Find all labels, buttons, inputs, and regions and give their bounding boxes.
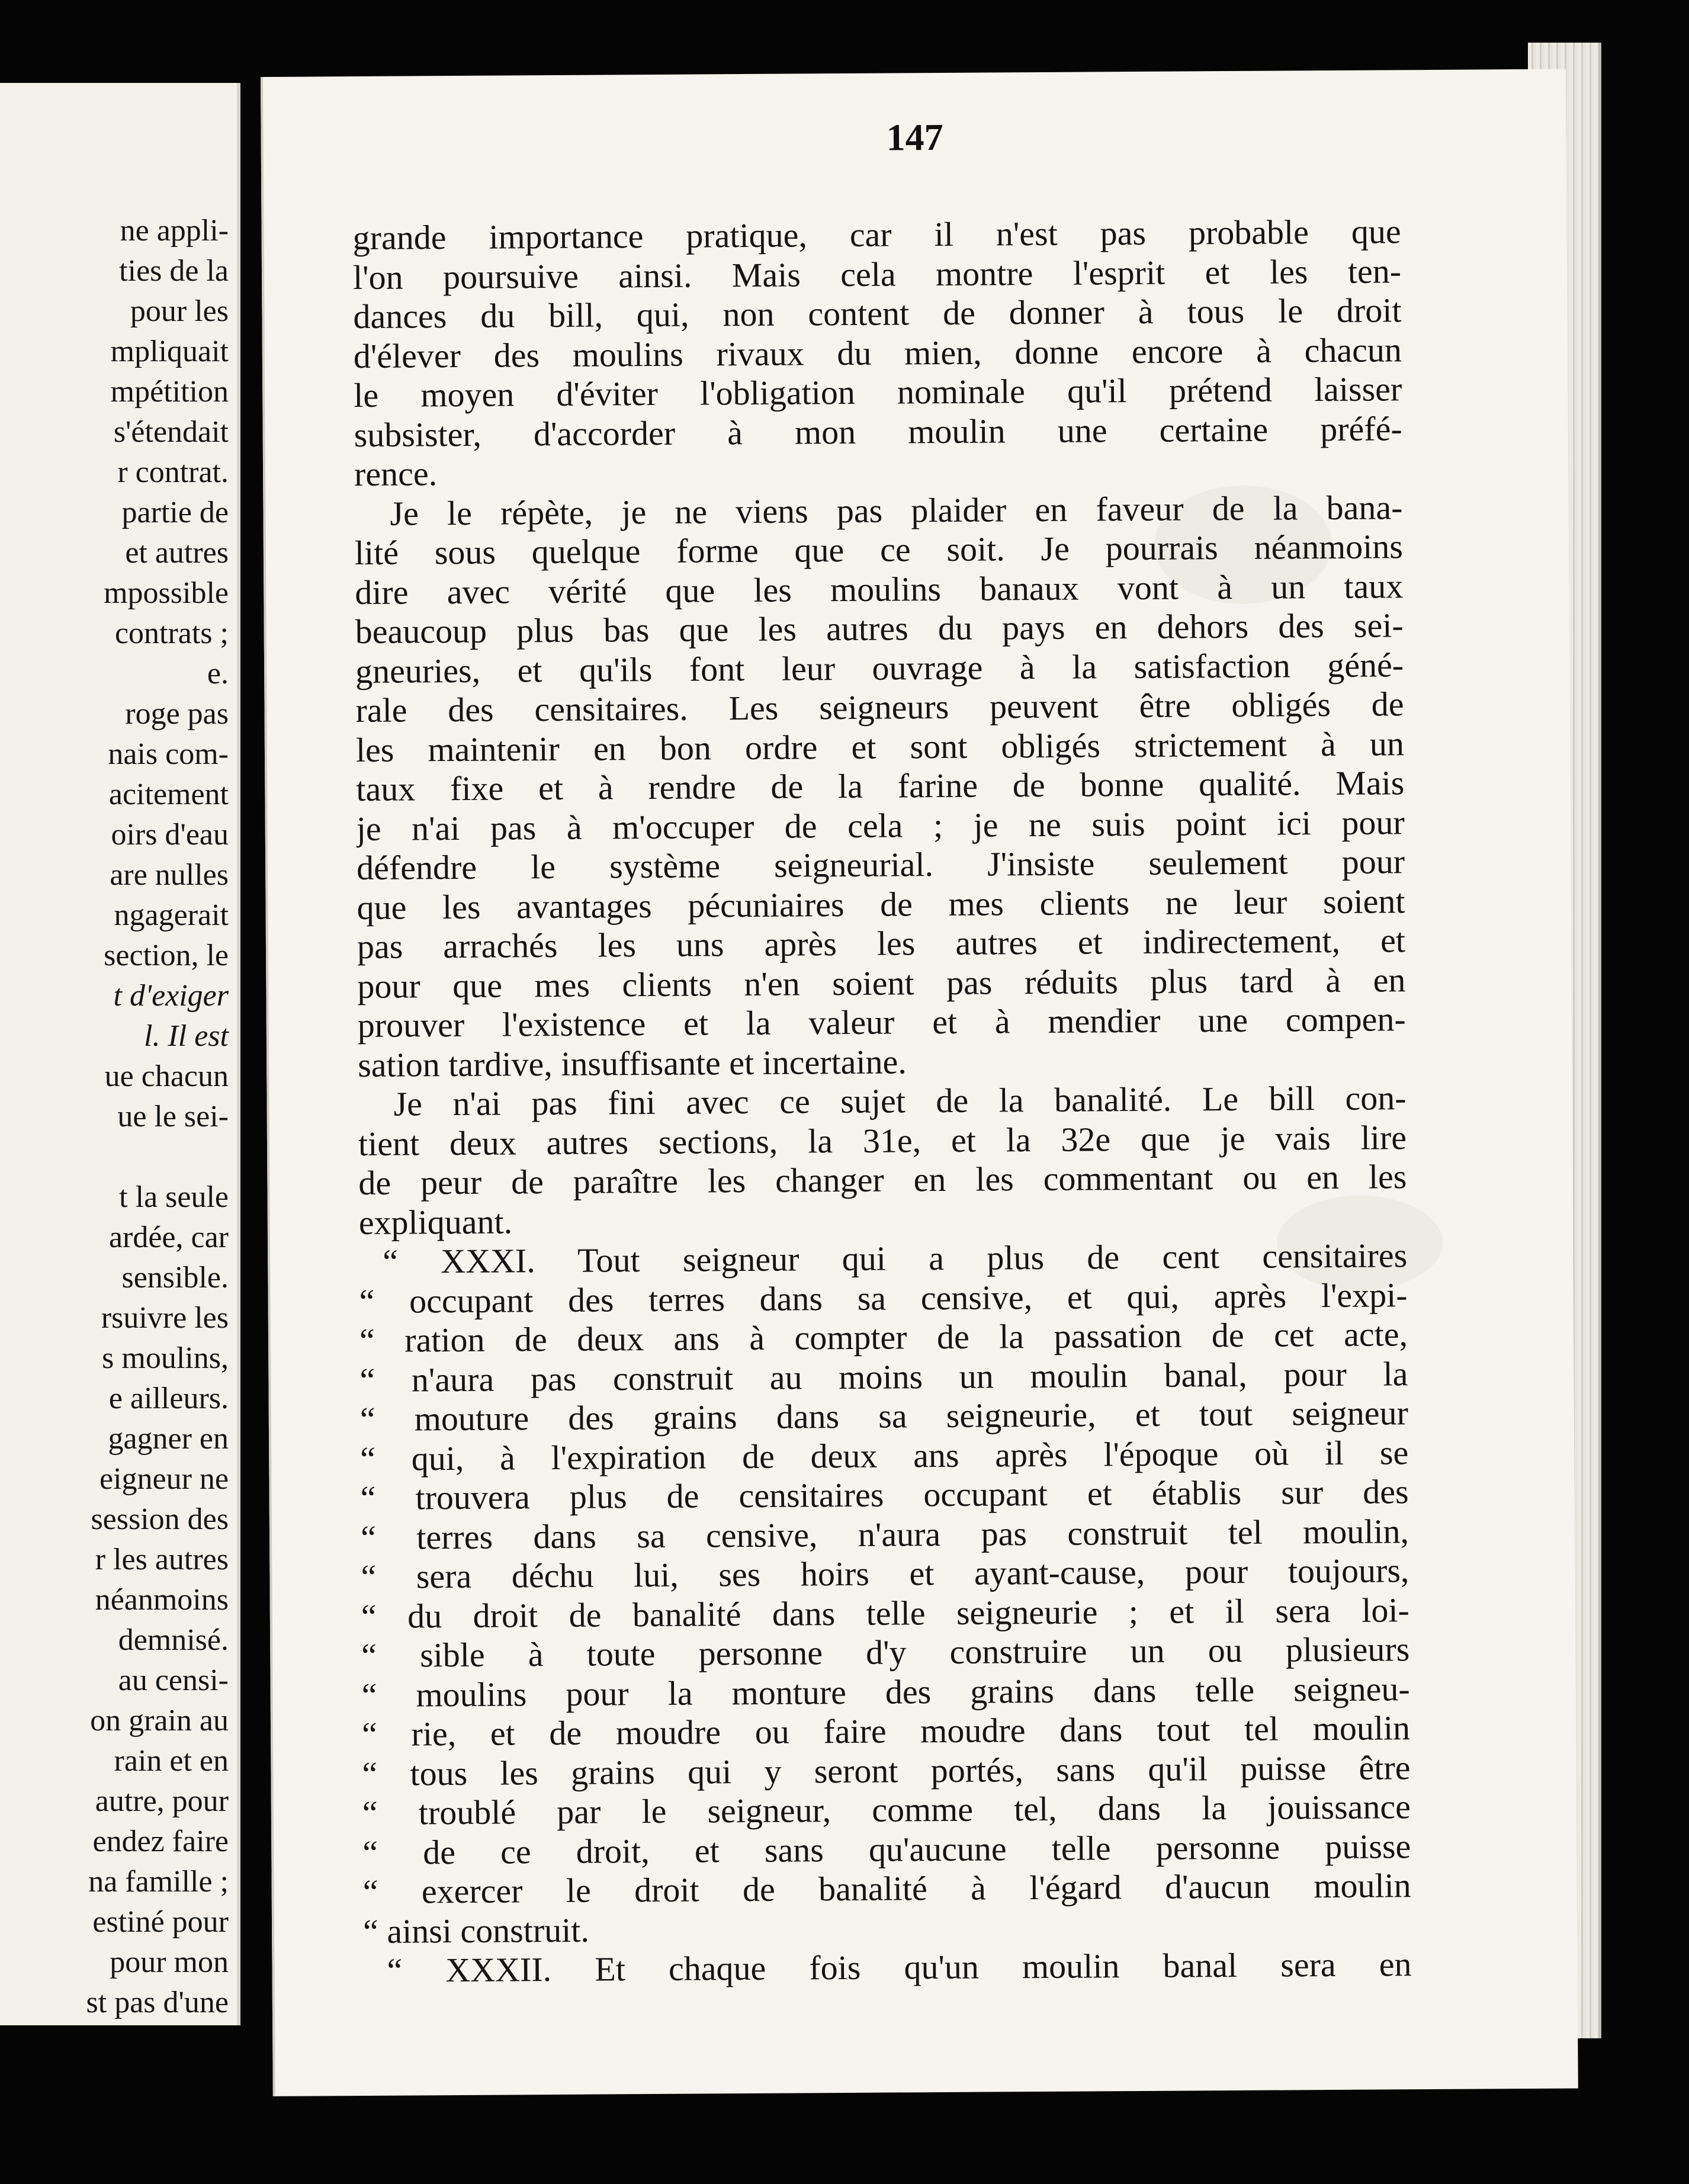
- left-page-line: estiné pour: [92, 1905, 229, 1939]
- text-line: les maintenir en bon ordre et sont obligés strictement à un: [355, 724, 1405, 769]
- left-page-line: rsuivre les: [101, 1301, 229, 1335]
- left-page-line: eigneur ne: [99, 1462, 229, 1496]
- text-line: “ de ce droit, et sans qu'aucune telle personne puisse: [362, 1826, 1411, 1872]
- text-line: “ terres dans sa censive, n'aura pas construit tel moulin,: [360, 1511, 1409, 1557]
- left-page-line: [0, 1137, 237, 1177]
- left-page-line: t la seule: [119, 1180, 229, 1214]
- left-page-line: endez faire: [92, 1825, 229, 1858]
- left-page-line: s moulins,: [102, 1341, 229, 1375]
- left-page-line: autre, pour: [95, 1784, 229, 1818]
- left-page-line: oirs d'eau: [111, 818, 229, 852]
- text-line: “ sible à toute personne d'y construire un ou plusieurs: [361, 1630, 1410, 1675]
- text-line: d'élever des moulins rivaux du mien, donne encore à chacun: [353, 330, 1402, 375]
- text-line: “ moulins pour la monture des grains dans telle seigneu-: [361, 1669, 1410, 1714]
- text-line: taux fixe et à rendre de la farine de bonne qualité. Mais: [356, 763, 1405, 809]
- text-line: dances du bill, qui, non content de donner à tous le droit: [353, 291, 1402, 336]
- text-line: beaucoup plus bas que les autres du pays en dehors des sei-: [355, 606, 1404, 651]
- text-line: “ troublé par le seigneur, comme tel, dans la jouissance: [362, 1787, 1411, 1833]
- text-line: dire avec vérité que les moulins banaux vont à un taux: [355, 566, 1404, 612]
- text-line: pour que mes clients n'en soient pas réduits plus tard à en: [357, 960, 1406, 1006]
- text-line: “ qui, à l'expiration de deux ans après l'époque où il se: [360, 1433, 1409, 1478]
- left-page-line: partie de: [121, 496, 229, 529]
- left-page-line: e.: [207, 657, 229, 690]
- page-number: 147: [886, 115, 943, 159]
- text-line: défendre le système seigneurial. J'insiste seulement pour: [356, 842, 1405, 888]
- left-page-line: mpliquait: [110, 335, 229, 368]
- text-line: pas arrachés les uns après les autres et indirectement, et: [357, 921, 1406, 966]
- text-line: grande importance pratique, car il n'est pas probable que: [352, 212, 1401, 258]
- text-line: “ tous les grains qui y seront portés, sans qu'il puisse être: [362, 1748, 1411, 1793]
- left-page-line: session des: [91, 1502, 229, 1536]
- text-line: “ du droit de banalité dans telle seigneurie ; et il sera loi-: [361, 1590, 1410, 1636]
- left-page-line: section, le: [104, 939, 229, 972]
- text-line: “ ainsi construit.: [362, 1910, 590, 1951]
- left-page-line: contrats ;: [114, 616, 229, 650]
- left-page-line: on grain au: [90, 1704, 229, 1737]
- left-page-line: pour mon: [110, 1945, 229, 1979]
- left-page-line: néanmoins: [95, 1583, 229, 1617]
- text-line: tient deux autres sections, la 31e, et la 32e que je vais lire: [358, 1117, 1407, 1163]
- right-page: [261, 69, 1578, 2096]
- left-page: [0, 83, 240, 2025]
- text-line: “ exercer le droit de banalité à l'égard d'aucun moulin: [362, 1866, 1411, 1912]
- text-line: gneuries, et qu'ils font leur ouvrage à la satisfaction géné-: [355, 645, 1404, 690]
- left-page-text: [0, 211, 237, 2023]
- left-page-line: r contrat.: [117, 455, 229, 489]
- text-line: “ sera déchu lui, ses hoirs et ayant-cause, pour toujours,: [361, 1551, 1409, 1597]
- text-line: l'on poursuive ainsi. Mais cela montre l'esprit et les ten-: [352, 251, 1402, 297]
- left-page-line: s'étendait: [113, 415, 229, 449]
- left-page-line: are nulles: [110, 858, 229, 892]
- left-page-line: au censi-: [118, 1663, 229, 1697]
- text-line: “ rie, et de moudre ou faire moudre dans tout tel moulin: [361, 1708, 1411, 1754]
- left-page-line: demnisé.: [118, 1623, 229, 1657]
- text-line: Je n'ai pas fini avec ce sujet de la banalité. Le bill con-: [393, 1078, 1407, 1123]
- text-line: rence.: [354, 454, 438, 494]
- left-page-line: mpétition: [110, 375, 229, 409]
- left-page-line: rain et en: [114, 1744, 229, 1778]
- left-page-line: acitement: [108, 778, 229, 811]
- left-page-line: l. Il est: [144, 1019, 229, 1053]
- body-text: [352, 212, 1411, 1990]
- left-page-line: mpossible: [104, 576, 229, 610]
- text-line: “ trouvera plus de censitaires occupant et établis sur des: [360, 1472, 1409, 1518]
- left-page-line: r les autres: [95, 1543, 229, 1576]
- left-page-line: e ailleurs.: [108, 1382, 229, 1415]
- left-page-line: t d'exiger: [113, 979, 229, 1013]
- text-line: lité sous quelque forme que ce soit. Je pourrais néanmoins: [354, 527, 1404, 573]
- left-page-line: et autres: [125, 536, 229, 570]
- left-page-line: ne appli-: [120, 214, 229, 248]
- text-line: “ n'aura pas construit au moins un moulin banal, pour la: [359, 1354, 1408, 1399]
- text-line: “ occupant des terres dans sa censive, et qui, après l'expi-: [359, 1275, 1408, 1321]
- text-line: “ mouture des grains dans sa seigneurie, et tout seigneur: [359, 1393, 1409, 1439]
- left-page-line: gagner en: [108, 1422, 229, 1456]
- text-line: “ XXXII. Et chaque fois qu'un moulin banal sera en: [387, 1945, 1412, 1990]
- left-page-line: ties de la: [119, 254, 229, 288]
- left-page-line: sensible.: [121, 1261, 229, 1295]
- text-line: expliquant.: [358, 1202, 513, 1242]
- text-line: “ XXXI. Tout seigneur qui a plus de cent censitaires: [383, 1236, 1408, 1281]
- left-page-line: ardée, car: [108, 1221, 229, 1254]
- left-page-line: ue le sei-: [117, 1100, 229, 1133]
- text-line: Je le répète, je ne viens pas plaider en faveur de la bana-: [390, 487, 1403, 533]
- text-line: “ ration de deux ans à compter de la passation de cet acte,: [359, 1315, 1408, 1360]
- text-line: prouver l'existence et la valeur et à mendier une compen-: [357, 1000, 1406, 1045]
- text-line: rale des censitaires. Les seigneurs peuvent être obligés de: [355, 685, 1404, 730]
- text-line: de peur de paraître les changer en les commentant ou en les: [358, 1157, 1407, 1203]
- text-line: je n'ai pas à m'occuper de cela ; je ne suis point ici pour: [356, 802, 1405, 848]
- text-line: subsister, d'accorder à mon moulin une certaine préfé-: [354, 409, 1402, 454]
- left-page-line: pour les: [130, 294, 229, 328]
- left-page-line: ue chacun: [104, 1059, 229, 1093]
- left-page-line: ngagerait: [114, 898, 229, 932]
- left-page-line: roge pas: [125, 697, 229, 731]
- left-page-line: st pas d'une: [86, 1986, 229, 2019]
- left-page-line: nais com-: [108, 737, 229, 771]
- text-line: le moyen d'éviter l'obligation nominale qu'il prétend laisser: [354, 370, 1402, 415]
- text-line: sation tardive, insuffisante et incertaine.: [357, 1042, 907, 1084]
- left-page-line: na famille ;: [88, 1865, 229, 1899]
- text-line: que les avantages pécuniaires de mes clients ne leur soient: [357, 881, 1405, 927]
